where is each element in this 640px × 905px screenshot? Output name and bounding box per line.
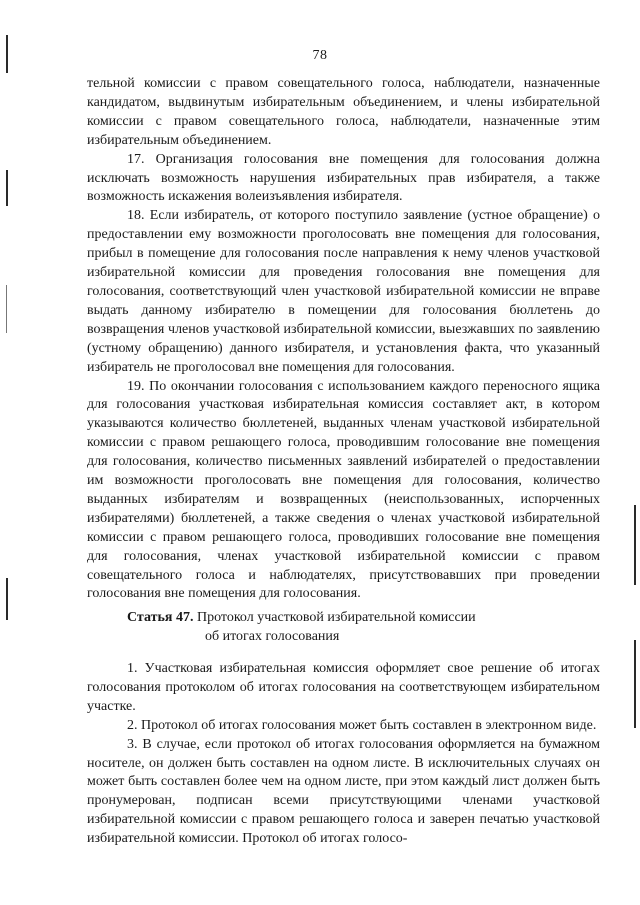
body-text-lower [87, 660, 600, 849]
paragraph-continuation: тельной комиссии с правом совещательного голоса, наблюдатели, назначенные кандидатом, выдвинутым избирательным объединением, и члены избирательной комиссии с правом совещательного голоса, наблюдатели, назначенные этим избирательным объединением. [87, 76, 600, 148]
article-heading [127, 608, 587, 646]
article-title-line1: Протокол участковой избирательной комиссии [196, 610, 476, 625]
scan-margin-mark [634, 505, 636, 585]
paragraph-17: 17. Организация голосования вне помещения для голосования должна исключать возможность нарушения избирательных прав избирателя, а также возможность искажения волеизъявления избирателя. [87, 151, 600, 205]
scan-margin-mark [634, 640, 636, 728]
paragraph-3: 3. В случае, если протокол об итогах голосования оформляется на бумажном носителе, он должен быть составлен на одном листе. В исключительных случаях он может быть составлен более чем на одном листе, при этом каждый лист должен быть пронумерован, подписан всеми присутствующими членами участковой избирательной комиссии с правом решающего голоса и заверен печатью участковой избирательной комиссии. Протокол об итогах голосо- [87, 736, 600, 847]
scan-margin-mark [6, 578, 8, 620]
page-number: 78 [312, 48, 328, 63]
paragraph-18: 18. Если избиратель, от которого поступило заявление (устное обращение) о предоставлении ему возможности проголосовать вне помещения для голосования, прибыл в помещение для голосования после направления к нему членов участковой избирательной комиссии для проведения голосования вне помещения для голосования, соответствующий член участковой избирательной комиссии не вправе выдать данному избирателю в помещении для голосования бюллетень до возвращения членов участковой избирательной комиссии, выезжавших по заявлению (устному обращению) данного избирателя, и установления факта, что указанный избиратель не проголосовал вне помещения для голосования. [87, 208, 600, 375]
scan-margin-mark [6, 285, 7, 333]
paragraph-1: 1. Участковая избирательная комиссия оформляет свое решение об итогах голосования протоколом об итогах голосования на соответствующем избирательном участке. [87, 661, 600, 714]
article-title-line2: об итогах голосования [205, 629, 340, 644]
scan-margin-mark [6, 170, 8, 206]
paragraph-19: 19. По окончании голосования с использованием каждого переносного ящика для голосования участковая избирательная комиссия составляет акт, в котором указываются количество бюллетеней, выданных членам участковой избирательной комиссии с правом решающего голоса, проводившим голосование вне помещения для голосования, количество письменных заявлений избирателей о предоставлении им возможности проголосовать вне помещения для голосования, количество выданных избирателям и возвращенных (неиспользованных, испорченных избирателями) бюллетеней, а также сведения о членах участковой избирательной комиссии с правом решающего голоса, проводивших голосование вне помещения для голосования, членах участковой избирательной комиссии с правом совещательного голоса и наблюдателях, присутствовавших при проведении голосования вне помещения для голосования. [87, 378, 600, 602]
body-text-upper [87, 75, 600, 604]
paragraph-2: 2. Протокол об итогах голосования может быть составлен в электронном виде. [127, 717, 597, 733]
article-label: Статья 47. [127, 610, 194, 625]
